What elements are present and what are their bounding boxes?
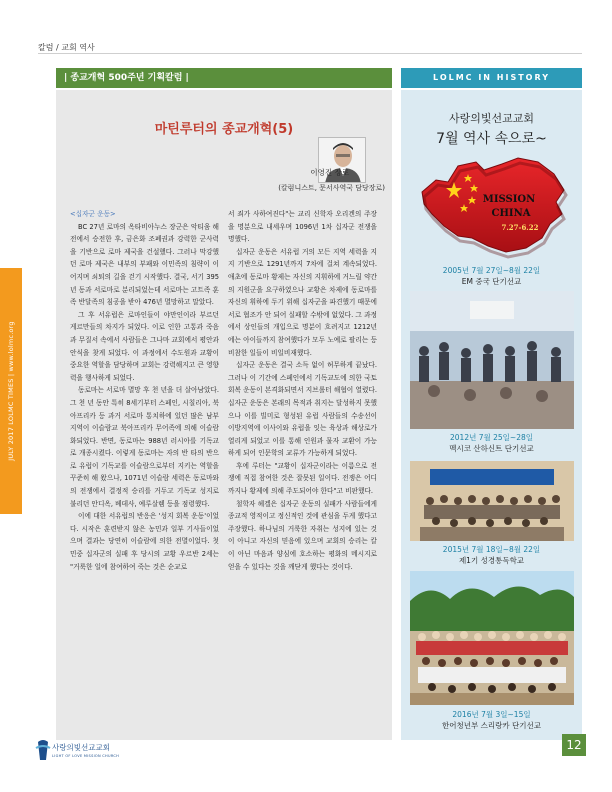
history-header: LOLMC IN HISTORY — [401, 68, 582, 88]
history-title-month: 7월 역사 속으로~ — [436, 131, 547, 147]
history-entry-date: 2015년 7월 18일~8월 22일 — [442, 545, 541, 554]
article-column-1 — [70, 208, 219, 573]
history-entry-text: 한어청년부 스리랑카 단기선교 — [442, 721, 541, 730]
footer-logo-text: 사랑의빛선교교회 — [52, 743, 110, 752]
article-paragraph: 후에 루터는 "교황이 십자군이라는 이름으로 전쟁에 직접 참여한 것은 잘못된 일이다. 전쟁은 어디까지나 황제에 의해 주도되어야 한다"고 비판했다. — [228, 461, 377, 496]
header-rule — [38, 53, 582, 54]
history-title-church: 사랑의빛선교교회 — [448, 112, 534, 125]
history-entry-date: 2012년 7월 25일~28일 — [450, 433, 533, 442]
history-entry-date: 2016년 7월 3일~15일 — [452, 710, 531, 719]
side-banner-text: JULY 2017 LOLMC TIMES | www.lolmc.org — [7, 321, 15, 461]
article-paragraph: BC 27년 로마의 옥타비아누스 장군은 악티움 해전에서 승전한 후, 금은화 조폐권과 강력한 군사력을 기반으로 로마 제국을 건설했다. 그러나 막강했던 로마 제국은 내부의 부패와 이민족의 침략이 이어지며 쇠퇴의 길을 걷기 시작했다. 결국, 서기 395년 동과 서로마로 분리되었는데 서로마는 고트족 훈족 반달족의 침공을 받아 476년 멸망하고 말았다. — [70, 222, 219, 307]
article-paragraph: 그 후 서유럽은 로마인들이 야만인이라 부르던 게르만들의 차지가 되었다. 이로 인한 고통과 죽음과 무질서 속에서 사람들은 그나마 교회에서 평안과 안식을 찾게 되었다. 이 과정에서 수도원과 교황이 중요한 역할을 담당하며 교회는 강력해지고 큰 영향력을 행사하게 되었다. — [70, 310, 219, 382]
article-column-2 — [228, 208, 377, 573]
sri-lanka-mission-photo — [410, 571, 574, 705]
history-entry-date: 2005년 7월 27일~8월 22일 — [442, 266, 541, 275]
article-paragraph: 십자군 운동은 결국 소득 없이 허무하게 끝났다. 그러나 이 기간에 스페인에서 기독교도에 의한 국토 회복 운동이 본격화되면서 지브롤터 해협이 열렸다. 십자군 운동은 본래의 목적과 취지는 달성하지 못했으나 이를 빌미로 형성된 유럽 사람들의 수송선이 이방지역에 이사이와 유럽을 잇는 육상과 해상로가 열리게 되었고 이를 통해 인원과 물자 교환이 가능하게 되어 인문학의 교류가 가능하게 되었다. — [228, 361, 377, 458]
article-title: 마틴루터의 종교개혁(5) — [154, 122, 294, 137]
history-entry-text: 제1기 성경통독학교 — [458, 556, 525, 565]
map-label-china: CHINA — [491, 208, 531, 219]
page-number: 12 — [562, 734, 586, 756]
mexico-mission-photo — [410, 291, 574, 429]
author-role: (칼럼니스트, 문서사역국 담당장로) — [278, 184, 385, 192]
map-label-dates: 7.27-6.22 — [501, 223, 539, 232]
map-label-mission: MISSION — [482, 194, 536, 205]
article-subhead: <십자군 운동> — [70, 210, 116, 218]
section-label: 칼럼 / 교회 역사 — [38, 43, 95, 52]
article-paragraph: 서 죄가 사하여진다"는 교리 신학자 오리겐의 주장을 명분으로 내세우며 1096년 1차 십자군 전쟁을 명했다. — [228, 210, 377, 244]
history-entry-text: EM 중국 단기선교 — [461, 277, 522, 286]
article-paragraph: 십자군 운동은 서유럽 거의 모든 지역 세력을 지지 기반으로 1291년까지 7차에 걸쳐 계속되었다. 애초에 동로마 황제는 자신의 지휘하에 거느릴 약간의 지원군을 요구하였으나 교황은 차제에 동로마를 자신의 휘하에 두기 위해 십자군을 파견했기 때문에 서로 협조가 안 되어 실패할 수밖에 없었다. 그 과정에서 상인들의 개입으로 명분이 흐려지고 1212년에는 아이들까지 참여했다가 모두 노예로 팔리는 등 비참한 일들이 비일비재했다. — [228, 247, 377, 357]
footer-logo-subtext: LIGHT OF LOVE MISSION CHURCH — [52, 754, 120, 758]
article-paragraph: 이에 대한 서유럽의 반응은 '성지 회복 운동'이었다. 시작은 훈련받지 않은 농민과 일부 기사들이었으며 결과는 당연히 이슬람에 의한 전멸이었다. 첫 민중 십자군의 실패 후 당시의 교황 우르반 2세는 "거룩한 일에 참여하여 죽는 것은 순교로 — [70, 512, 219, 571]
article-paragraph: 철학자 헤겔은 십자군 운동의 실패가 사람들에게 종교적 영적이고 정신적인 것에 관심을 두게 했다고 주장했다. 하나님의 거룩한 자취는 성지에 있는 것이 아니고 자신의 믿음에 있으며 교회의 승리는 칼이 아닌 마음과 양심에 호소하는 평화의 메시지로 얻을 수 있다는 것을 깨닫게 했다는 것이다. — [228, 499, 377, 571]
history-entry-text: 멕시코 산하신트 단기선교 — [449, 444, 534, 453]
article-paragraph: 동로마는 서로마 멸망 후 천 년을 더 살아남았다. 그 천 년 동안 특히 8세기부터 스페인, 시칠리아, 북아프리카 등 과거 서로마 통치하에 있던 많은 남부 지역이 이슬람교 북아프리카 무어족에 의해 이슬람화되었다. 반면, 동로마는 988년 러시아를 기독교로 개종시켰다. 이렇게 동로마는 자의 반 타의 반으로 유럽이 기독교를 이슬람으로부터 지키는 역할을 꾸준히 해 왔으나, 1071년 이슬람 세력은 동로마와의 전쟁에서 결정적 승리를 거두고 기독교 성지로 불리던 안디옥, 베데사, 예루살렘 등을 점령했다. — [70, 386, 219, 508]
china-map-image — [414, 152, 572, 260]
author-name: 이영진 장로 — [310, 168, 349, 177]
series-header: | 종교개혁 500주년 기획칼럼 | — [56, 68, 392, 88]
bible-school-photo — [410, 461, 574, 541]
